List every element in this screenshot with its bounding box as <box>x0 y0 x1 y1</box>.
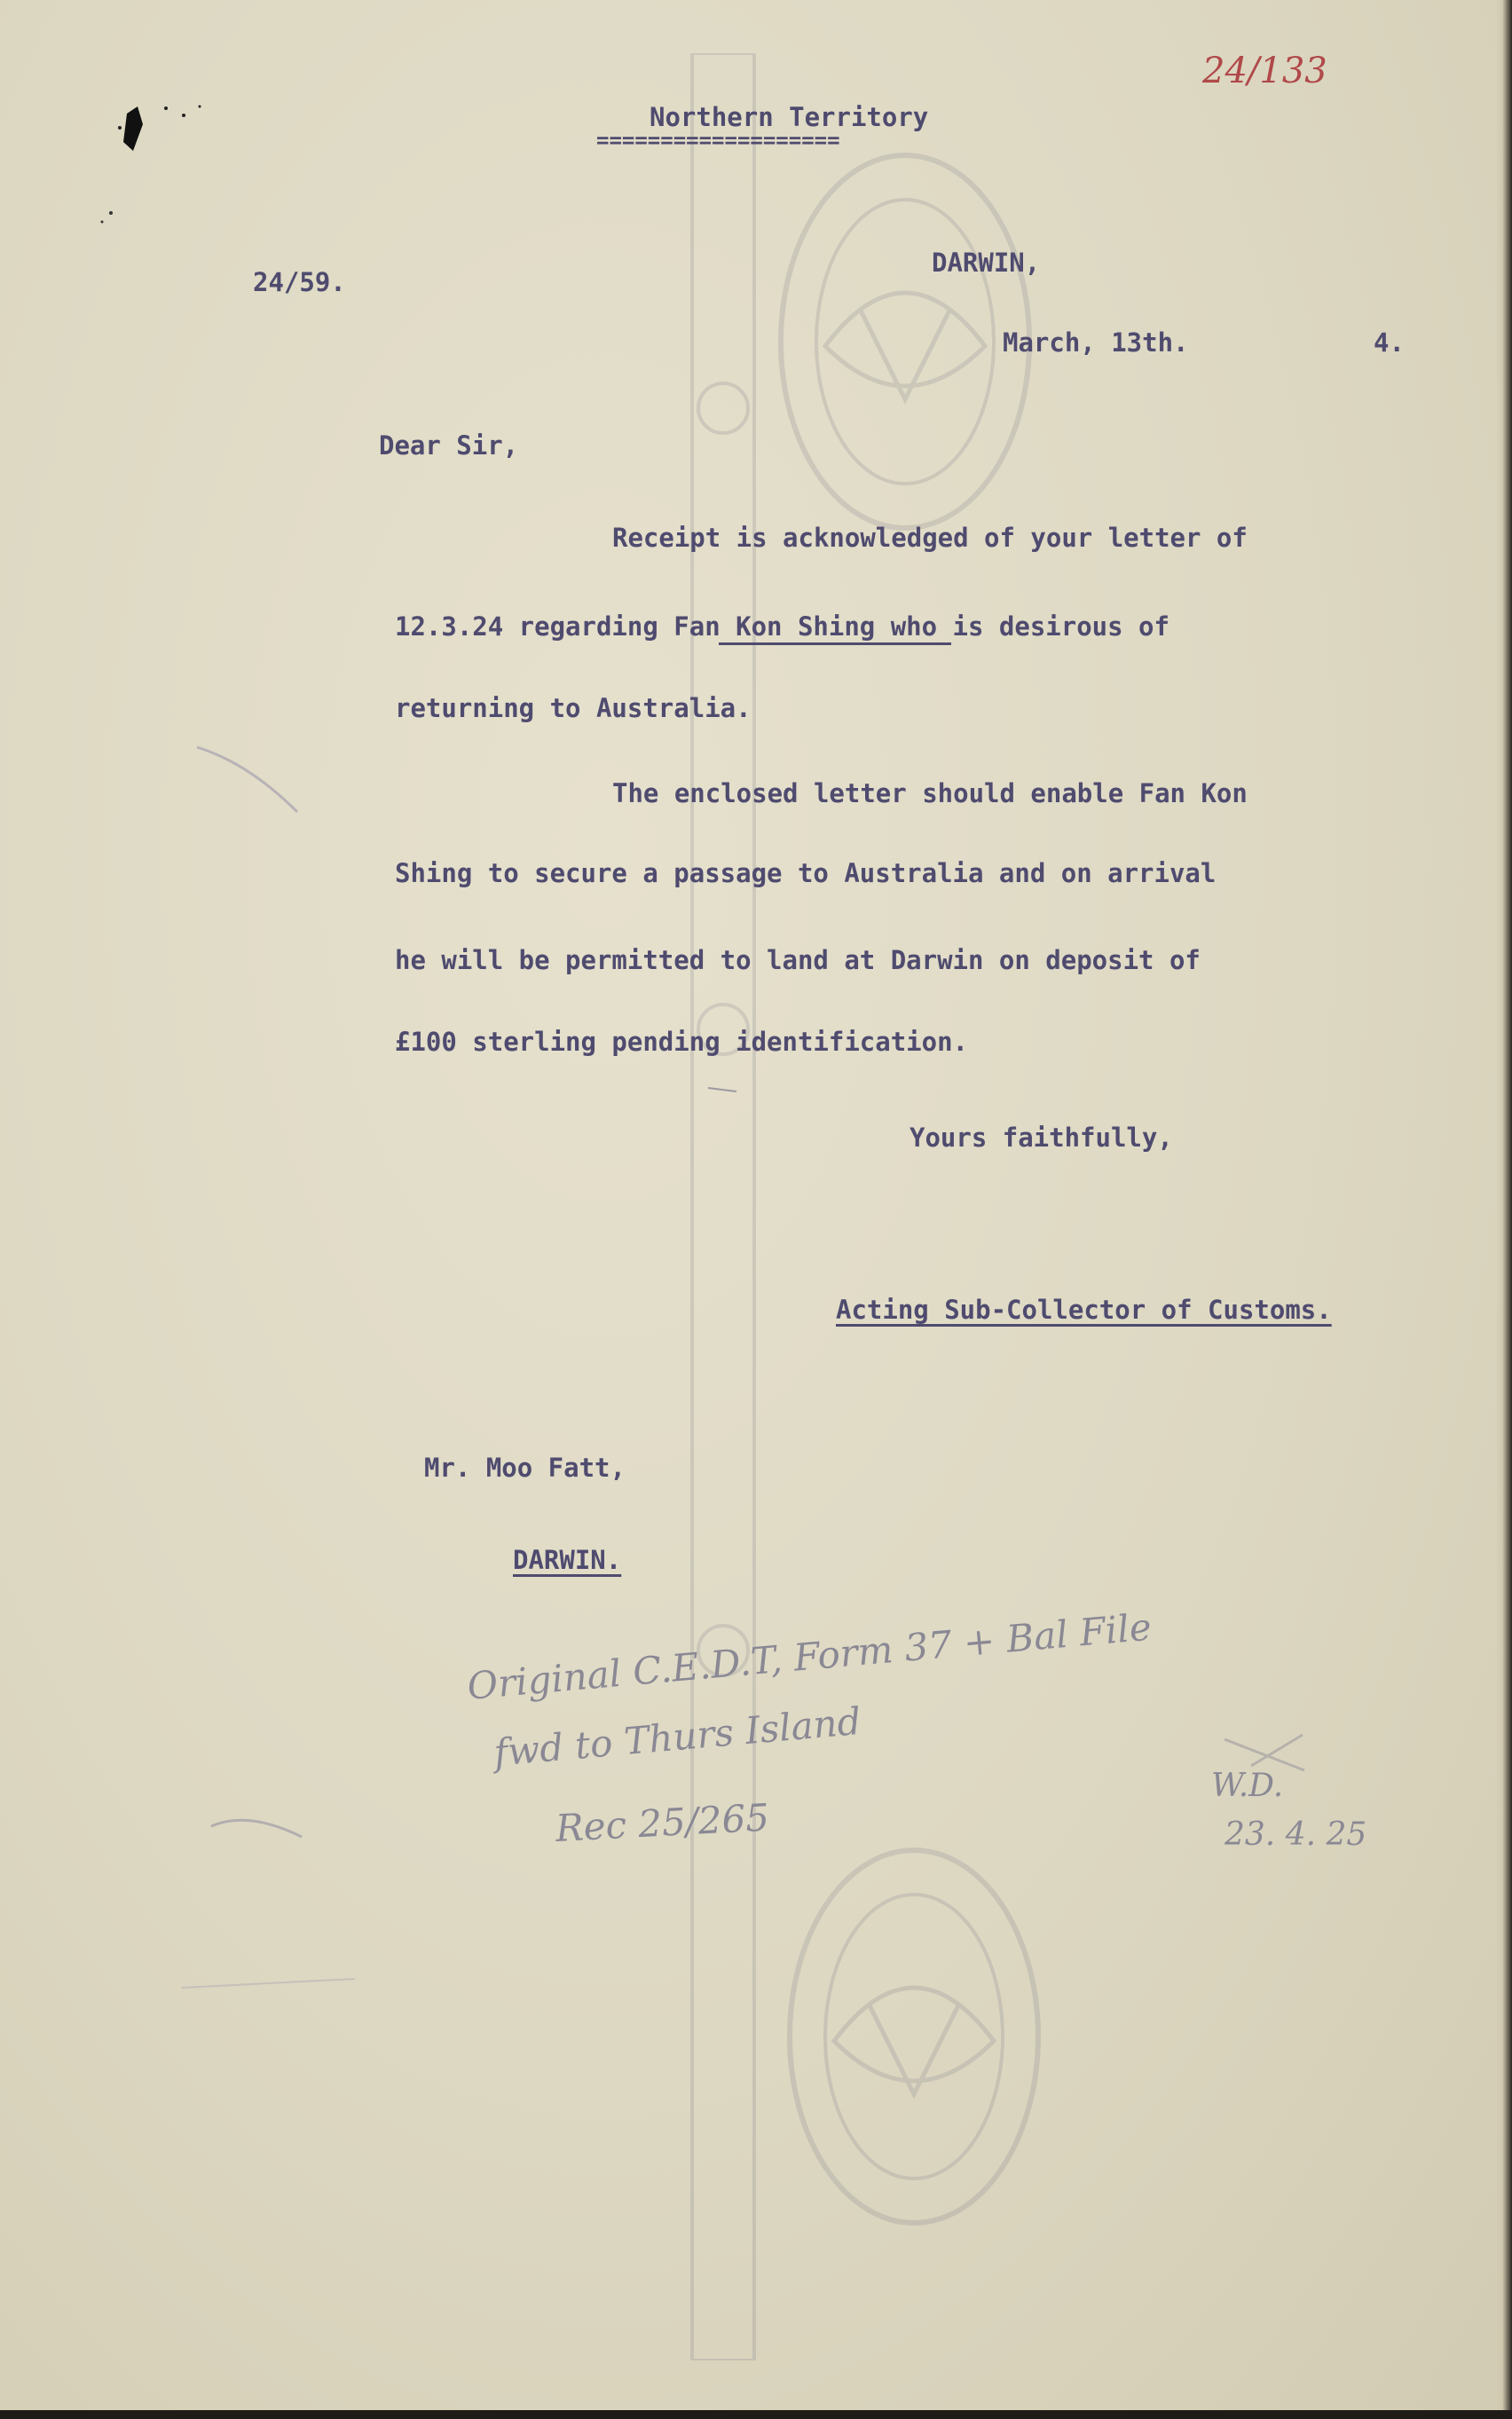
addressee-city: DARWIN. <box>513 1545 622 1575</box>
handwritten-note-date: 23. 4. 25 <box>1225 1816 1367 1853</box>
addressee-name: Mr. Moo Fatt, <box>424 1453 626 1483</box>
name-underline <box>719 642 951 645</box>
handwritten-note-line: Rec 25/265 <box>554 1795 771 1850</box>
handwritten-note-line: Original C.E.D.T, Form 37 + Bal File <box>465 1604 1154 1708</box>
body-line: £100 sterling pending identification. <box>395 1027 969 1057</box>
place: DARWIN, <box>932 248 1041 278</box>
handwritten-initials: W.D. <box>1211 1768 1284 1804</box>
salutation: Dear Sir, <box>379 430 519 461</box>
body-text: 12.3.24 regarding Fan Kon Shing who is desirous of <box>395 611 1169 642</box>
date-year: 4. <box>1374 327 1405 358</box>
archive-reference: 24/133 <box>1202 51 1327 91</box>
bottom-edge <box>0 2410 1512 2419</box>
body-line: The enclosed letter should enable Fan Kon <box>612 778 1248 808</box>
torn-right-edge <box>1496 0 1512 2419</box>
heading-rule: =================== <box>596 128 840 153</box>
file-reference: 24/59. <box>253 267 346 297</box>
letter-date: March, 13th. <box>1003 327 1189 358</box>
body-line: he will be permitted to land at Darwin on deposit of <box>395 945 1201 975</box>
heading: Northern Territory <box>650 102 929 132</box>
signature-title: Acting Sub-Collector of Customs. <box>836 1295 1332 1325</box>
body-line <box>395 611 1169 642</box>
body-line: Shing to secure a passage to Australia and on arrival <box>395 858 1217 888</box>
body-line: returning to Australia. <box>395 693 752 723</box>
body-line: Receipt is acknowledged of your letter of <box>612 523 1248 553</box>
closing: Yours faithfully, <box>910 1123 1173 1153</box>
handwritten-note-line: fwd to Thurs Island <box>492 1698 863 1775</box>
